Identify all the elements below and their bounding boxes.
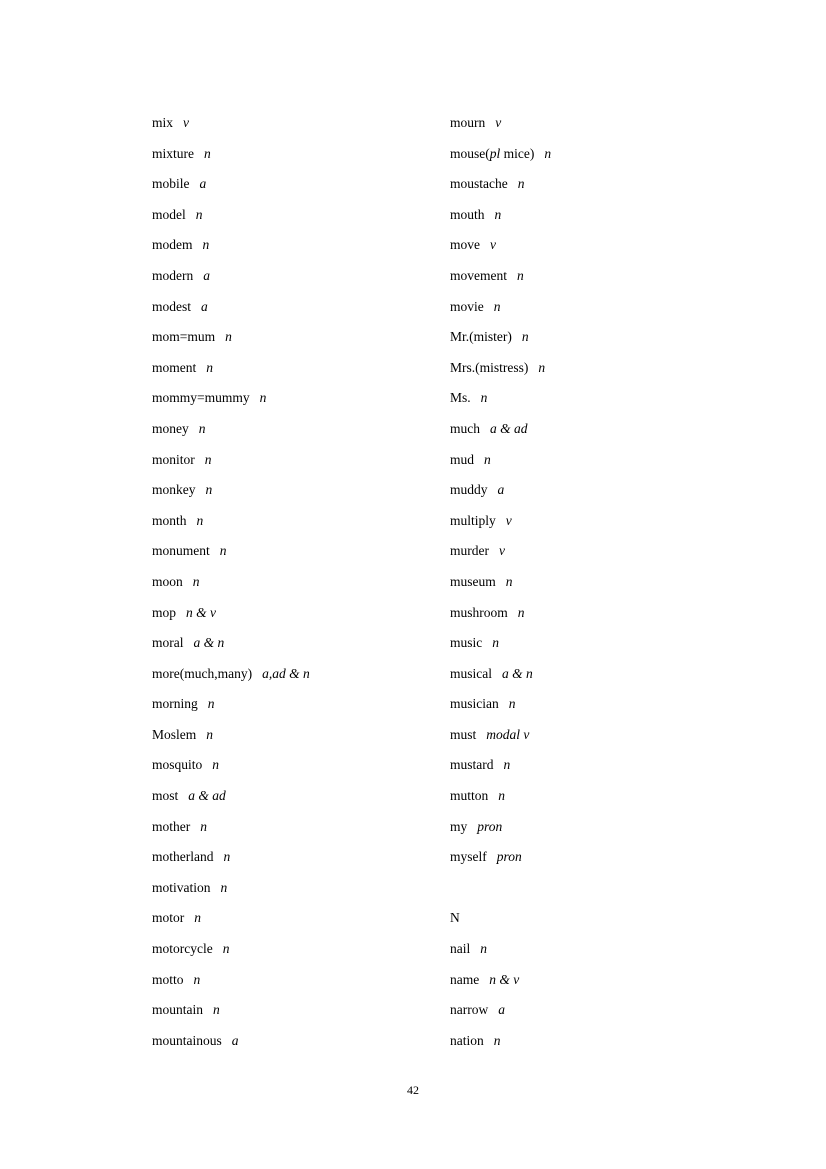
entry-word: mud [450,451,475,467]
entry-word: mixture [152,145,194,161]
dictionary-entry [152,995,450,1026]
dictionary-entry [152,1026,450,1057]
entry-part-of-speech: n [219,543,227,559]
entry-part-of-speech: n [493,1032,501,1048]
dictionary-entry [450,230,712,261]
dictionary-entry [152,322,450,353]
entry-part-of-speech: a [203,267,210,283]
entry-part-of-speech: n [492,635,499,651]
entry-part-of-speech: n [521,329,529,345]
entry-word: mosquito [152,757,203,773]
dictionary-entry [450,475,712,506]
entry-part-of-speech: n & v [489,971,520,987]
entry-word: more(much,many) [152,665,253,681]
entry-word: nation [450,1032,484,1048]
entry-part-of-speech: n [213,1002,220,1018]
dictionary-entry [450,965,712,996]
entry-part-of-speech: n [202,237,210,253]
dictionary-entry [152,383,450,414]
page-number: 42 [407,1083,419,1097]
entry-word: mobile [152,176,190,192]
entry-word: mommy=mummy [152,390,250,406]
dictionary-entry [450,536,712,567]
dictionary-entry [152,781,450,812]
entry-word: mop [152,604,177,620]
dictionary-entry [152,139,450,170]
entry-part-of-speech: a & n [502,665,533,681]
dictionary-entry [450,445,712,476]
entry-word: mouse(pl mice) [450,145,535,161]
dictionary-entry [152,506,450,537]
dictionary-entry [152,261,450,292]
entry-part-of-speech: n [206,359,213,375]
entry-word: musician [450,696,499,712]
entry-part-of-speech: n [196,512,204,528]
dictionary-entry [152,598,450,629]
dictionary-entry [450,1026,712,1057]
entry-word: moon [152,573,183,589]
entry-part-of-speech: n [484,451,491,467]
entry-word: murder [450,543,489,559]
entry-part-of-speech: n [493,298,501,314]
entry-word: monitor [152,451,195,467]
dictionary-entry [450,598,712,629]
entry-part-of-speech: v [183,115,190,130]
dictionary-entry [152,934,450,965]
entry-part-of-speech: a [497,482,505,498]
entry-part-of-speech: n [194,910,201,926]
dictionary-entry [152,965,450,996]
entry-part-of-speech: n [517,176,525,192]
entry-part-of-speech: n [494,206,502,222]
entry-part-of-speech: n [505,573,513,589]
entry-word: nail [450,941,471,957]
dictionary-entry [152,750,450,781]
entry-part-of-speech: n & v [186,604,217,620]
entry-word: Mrs.(mistress) [450,359,529,375]
entry-word: modem [152,237,193,253]
dictionary-entry [152,842,450,873]
entry-part-of-speech: a & ad [188,788,226,804]
word-list-column-right [450,108,712,1056]
entry-part-of-speech: a [498,1002,505,1018]
entry-part-of-speech: n [222,941,230,957]
dictionary-entry [152,720,450,751]
entry-part-of-speech: n [223,849,231,865]
dictionary-entry [450,322,712,353]
entry-word: mix [152,115,174,130]
entry-part-of-speech: n [204,451,212,467]
dictionary-entry [450,934,712,965]
dictionary-entry [450,628,712,659]
entry-part-of-speech: a [231,1032,239,1048]
dictionary-entry [152,475,450,506]
entry-word: my [450,818,468,834]
entry-part-of-speech: n [503,757,511,773]
dictionary-entry [152,873,450,904]
entry-word: Ms. [450,390,471,406]
entry-word: move [450,237,480,253]
entry-part-of-speech: n [220,879,228,895]
entry-part-of-speech: n [193,971,201,987]
dictionary-entry [450,169,712,200]
entry-word: mother [152,818,191,834]
dictionary-entry [152,689,450,720]
entry-part-of-speech: n [517,267,524,283]
entry-word: Mr.(mister) [450,329,512,345]
entry-part-of-speech: n [200,818,207,834]
entry-word: motor [152,910,185,926]
entry-word: mountainous [152,1032,222,1048]
entry-part-of-speech: a & ad [490,420,528,436]
entry-part-of-speech: v [495,115,502,130]
dictionary-entry [450,139,712,170]
entry-part-of-speech: n [198,420,206,436]
dictionary-entry [450,750,712,781]
entry-word: musical [450,665,492,681]
entry-part-of-speech: a & n [193,635,225,651]
entry-word: museum [450,573,496,589]
dictionary-entry [152,567,450,598]
dictionary-entry [450,567,712,598]
entry-part-of-speech: pron [496,849,522,865]
entry-word: movie [450,298,484,314]
spacer-row [450,873,712,904]
entry-part-of-speech: a,ad & n [262,665,310,681]
entry-word: name [450,971,480,987]
entry-word: mutton [450,788,489,804]
dictionary-entry [450,414,712,445]
entry-part-of-speech: n [498,788,506,804]
dictionary-entry [450,659,712,690]
dictionary-entry [450,720,712,751]
section-heading [450,903,712,934]
word-list-column-left [152,108,450,1056]
entry-part-of-speech: v [490,237,496,253]
entry-part-of-speech: n [544,145,552,161]
entry-word: motto [152,971,184,987]
entry-word: most [152,788,179,804]
entry-word: monkey [152,482,196,498]
entry-word: money [152,420,189,436]
dictionary-entry [152,628,450,659]
dictionary-entry [152,353,450,384]
dictionary-entry [450,108,712,139]
entry-word: modern [152,267,194,283]
entry-word: mourn [450,115,486,130]
dictionary-entry [152,536,450,567]
entry-word: model [152,206,186,222]
entry-part-of-speech: n [508,696,516,712]
entry-part-of-speech: pron [477,818,503,834]
entry-part-of-speech: n [259,390,267,406]
entry-part-of-speech: n [206,726,214,742]
entry-word: narrow [450,1002,489,1018]
dictionary-entry [450,383,712,414]
entry-part-of-speech: n [538,359,546,375]
entry-word: month [152,512,187,528]
entry-word: myself [450,849,487,865]
entry-word: modest [152,298,191,314]
entry-word: motherland [152,849,214,865]
dictionary-entry [450,353,712,384]
entry-word: must [450,726,477,742]
entry-word: motorcycle [152,941,213,957]
entry-part-of-speech: n [207,696,215,712]
entry-part-of-speech: n [205,482,213,498]
entry-word: multiply [450,512,496,528]
entry-part-of-speech: n [480,390,488,406]
dictionary-entry [152,200,450,231]
dictionary-entry [152,414,450,445]
entry-part-of-speech: n [225,329,232,345]
dictionary-entry [152,903,450,934]
entry-word: mom=mum [152,329,216,345]
entry-word: morning [152,696,198,712]
entry-part-of-speech: n [517,604,525,620]
entry-part-of-speech: v [505,512,512,528]
entry-part-of-speech: n [204,145,211,161]
dictionary-entry [450,261,712,292]
section-letter: N [450,910,460,926]
dictionary-entry [450,842,712,873]
entry-word: monument [152,543,210,559]
entry-part-of-speech: n [212,757,220,773]
entry-word: mushroom [450,604,508,620]
entry-word: mouth [450,206,485,222]
dictionary-entry [152,230,450,261]
dictionary-entry [152,445,450,476]
entry-word: muddy [450,482,488,498]
dictionary-entry [450,506,712,537]
entry-word: movement [450,267,507,283]
dictionary-entry [450,995,712,1026]
entry-part-of-speech: n [192,573,200,589]
entry-part-of-speech: n [480,941,487,957]
entry-part-of-speech: a [201,298,208,314]
dictionary-entry [152,108,450,139]
entry-part-of-speech: v [498,543,505,559]
entry-word: motivation [152,879,211,895]
dictionary-entry [152,292,450,323]
entry-word: moustache [450,176,508,192]
entry-word: music [450,635,483,651]
entry-part-of-speech: n [195,206,203,222]
entry-word: moment [152,359,197,375]
dictionary-entry [450,812,712,843]
dictionary-entry [152,659,450,690]
entry-word: moral [152,635,184,651]
entry-word: Moslem [152,726,197,742]
entry-part-of-speech: a [199,176,207,192]
dictionary-entry [152,812,450,843]
dictionary-entry [450,200,712,231]
entry-word: much [450,420,480,436]
dictionary-entry [152,169,450,200]
dictionary-entry [450,292,712,323]
dictionary-entry [450,781,712,812]
word-list-columns [152,108,712,1056]
entry-word: mustard [450,757,494,773]
dictionary-entry [450,689,712,720]
entry-part-of-speech: modal v [486,726,530,742]
entry-word: mountain [152,1002,203,1018]
